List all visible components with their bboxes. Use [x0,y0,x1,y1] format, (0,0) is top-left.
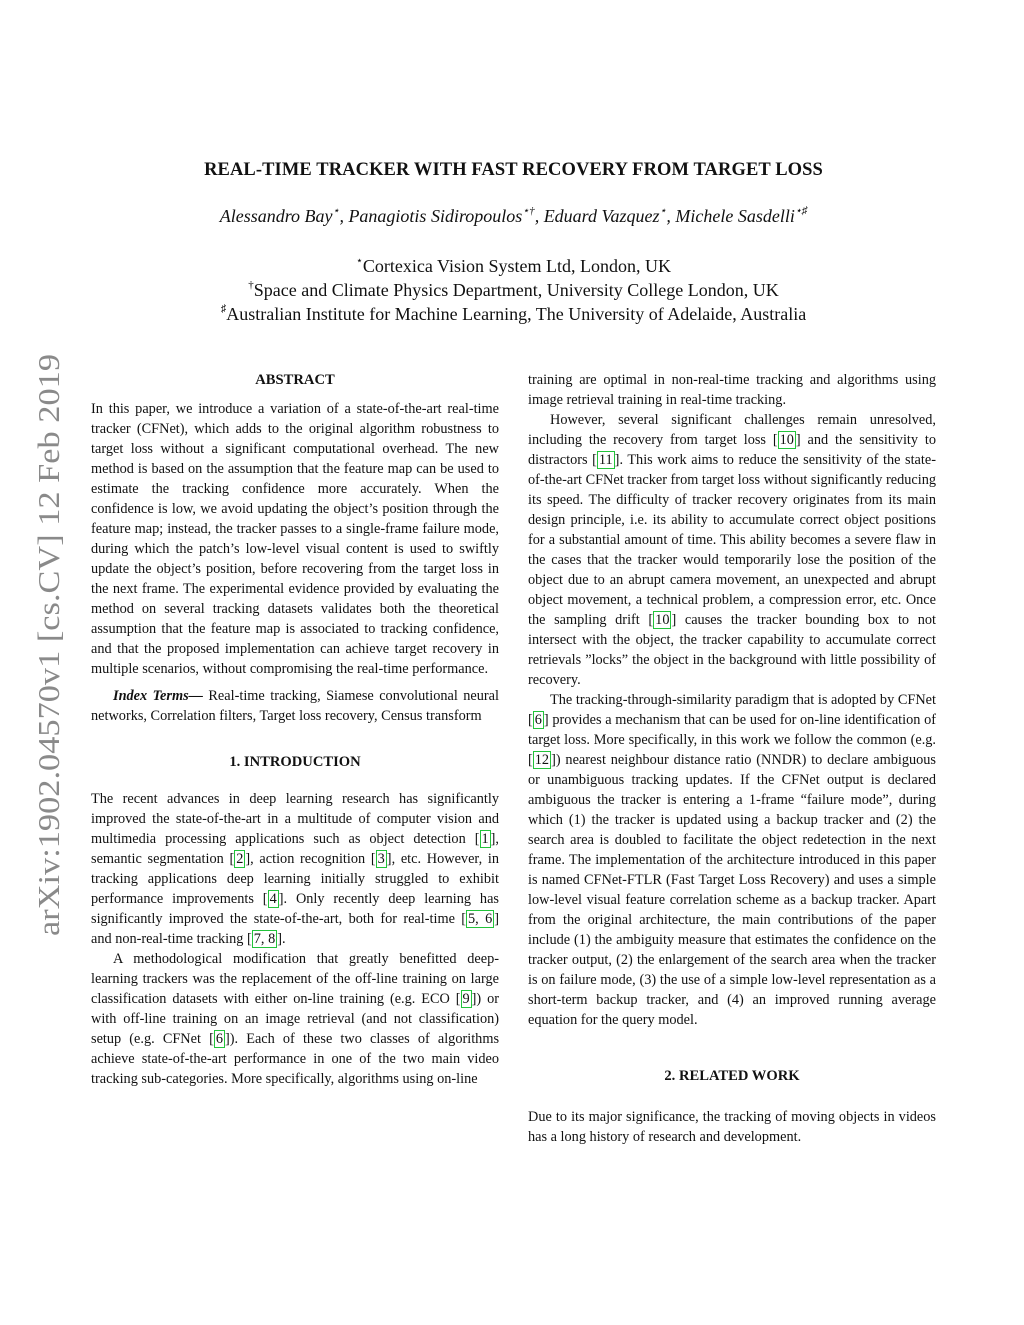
citation-link[interactable]: 12 [534,752,550,768]
related-work-heading: 2. RELATED WORK [664,1068,800,1084]
affiliation [92,302,935,326]
citation-link[interactable]: 11 [598,452,613,468]
citation-link[interactable]: 4 [269,891,277,907]
text-run: The recent advances in deep learning research has significantly improved the state-of-the-art in a multitude of computer vision and multimedia processing applications such as object detection [91,791,499,847]
affiliation-mark: ⋆ [356,255,363,267]
abstract-text: In this paper, we introduce a variation of a state-of-the-art real-time tracker (CFNet), which adds to the original algorithm robustness to target loss without a significant computational overhead. The new method is based on the assumption that the feature map can be used to estimate the tracking confidence more accurately. When the confidence is low, we avoid updating the object’s position through the feature map; instead, the tracker passes to a single-frame failure mode, during which the patch’s low-level visual content is used to swiftly update the object’s position, before recovering from the target loss in the next frame. The experimental evidence provided by evaluating the method on several tracking datasets validates both the theoretical assumption that the feature map is associated to tracking confidence, and that the proposed implementation can achieve target recovery in multiple scenarios, without compromising the real-time performance. [91,401,499,677]
author-name: Eduard Vazquez [543,206,660,226]
author-name: Panagiotis Sidiropoulos [348,206,523,226]
affiliation [92,254,935,278]
text-run: However, several significant challenges remain unresolved, including the recovery from target loss [528,412,936,448]
citation-link[interactable]: 6 [215,1031,223,1047]
intro-paragraph-3: training are optimal in non-real-time tracking and algorithms using image retrieval training in real-time tracking. [528,372,936,408]
index-terms-text: Real-time tracking, Siamese convolutional neural networks, Correlation filters, Target loss recovery, Census transform [91,688,499,724]
abstract-heading: ABSTRACT [255,372,335,388]
affiliations [92,254,935,326]
author-separator: , [534,206,544,226]
paper-title: REAL-TIME TRACKER WITH FAST RECOVERY FROM TARGET LOSS [204,160,823,180]
author-mark: ⋆♯ [794,205,808,217]
text-run: . This work aims to reduce the sensitivity of the state-of-the-art CFNet tracker from target loss without significantly reducing its speed. The difficulty of tracker recovery originates from its main design principle, i.e. its ability to accumulate correct object positions for a substantial amount of time. This ability becomes a severe flaw in the cases that the tracker would temporarily lose the position of the object due to an abrupt camera movement, an unexpected and abrupt object movement, a technical problem, a compression error, etc. Once the sampling drift [528,452,936,628]
arxiv-stamp [28,350,68,940]
text-run: , etc. However, in tracking applications deep learning initially struggled to exhibit performance improvements [91,851,499,907]
citation-link[interactable]: 10 [779,432,794,448]
author-list [92,206,935,227]
author-separator: , [339,206,349,226]
index-terms [91,686,499,726]
related-work-paragraph: Due to its major significance, the tracking of moving objects in videos has a long history of research and development. [528,1109,936,1145]
author-name: Michele Sasdelli [675,206,795,226]
text-run: and the sensitivity to distractors [528,432,936,468]
author-separator: , [666,206,676,226]
intro-paragraph-2: A methodological modification that greatly benefitted deep-learning trackers was the replacement of the off-line training on large classification datasets with either on-line training (e.g. ECO [ 9 ]) or with off-line training on an image retrieval (and not classification) setup (e.g. CFNet [ 6 ]). Each of these two classes of algorithms achieve state-of-the-art performance in one of the two main video tracking sub-categories. More specifically, algorithms using on-line [91,951,500,1087]
intro-heading: 1. INTRODUCTION [229,754,361,770]
text-run: ) nearest neighbour distance ratio (NNDR) to declare ambiguous or unambiguous tracking updates. If the CFNet output is declared ambiguous the tracker is entering a 1-frame “failure mode”, during which (1) the tracker is updated using a backup tracker and (2) the search area is doubled to facilitate the object redetection in the next frame. The implementation of the architecture introduced in this paper is named CFNet-FTLR (Fast Target Loss Recovery) and uses a simple low-level visual feature correlation scheme as a backup tracker. Apart from the original architecture, the main contributions of the paper include (1) the ambiguity measure that estimates the confidence on the tracker output, (2) the enlargement of the search area when the tracker is on failure mode, (3) the use of a simple low-level representation as a short-term backup tracker, and (4) an improved running average equation for the query model. [528,752,936,1028]
index-terms-label: Index Terms— [113,688,203,704]
arxiv-stamp-text: arXiv:1902.04570v1 [cs.CV] 12 Feb 2019 [31,410,66,936]
text-run: A methodological modification that greatly benefitted deep-learning trackers was the replacement of the off-line training on large classification datasets with either on-line training (e.g. ECO [91,951,499,1007]
text-run: , action recognition [250,851,371,867]
citation-link[interactable]: 6 [534,712,542,728]
text-run: provides a mechanism that can be used for on-line identification of target loss. More specifically, in this work we follow the common (e.g. [528,712,936,748]
text-run: . [282,931,286,947]
affiliation-text: Australian Institute for Machine Learning, The University of Adelaide, Australia [226,304,807,324]
text-run: The tracking-through-similarity paradigm that is adopted by CFNet [550,692,936,708]
author-mark: ⋆ [332,205,340,217]
text-run: ). Each of these two classes of algorithms achieve state-of-the-art performance in one of the two main video tracking sub-categories. More specifically, algorithms using on-line [91,1031,500,1087]
affiliation-text: Space and Climate Physics Department, University College London, UK [253,280,779,300]
author-mark: ⋆† [522,205,535,217]
citation-link[interactable]: 10 [655,612,670,628]
author-mark: ⋆ [659,205,667,217]
text-run: causes the tracker bounding box to not intersect with the object, the tracker capability to accumulate correct retrievals ”locks” the object in the background with little possibility of recovery. [528,612,936,688]
affiliation-mark: † [248,279,254,291]
intro-paragraph-4: However, several significant challenges remain unresolved, including the recovery from target loss [ 10 ] and the sensitivity to distractors [ 11 ]. This work aims to reduce the sensitivity of the state-of-the-art CFNet tracker from target loss without significantly reducing its speed. The difficulty of tracker recovery originates from its main design principle, i.e. its ability to accumulate correct object positions for a substantial amount of time. This ability becomes a severe flaw in the cases that the tracker would temporarily lose the position of the object due to an abrupt camera movement, an unexpected and abrupt object movement, a technical problem, a compression error, etc. Once the sampling drift [ 10 ] causes the tracker bounding box to not intersect with the object, the tracker capability to accumulate correct retrievals ”locks” the object in the background with little possibility of recovery. [528,412,936,688]
affiliation [92,278,935,302]
intro-paragraph-5: The tracking-through-similarity paradigm that is adopted by CFNet [ 6 ] provides a mechanism that can be used for on-line identification of target loss. More specifically, in this work we follow the common (e.g. [ 12 ]) nearest neighbour distance ratio (NNDR) to declare ambiguous or unambiguous tracking updates. If the CFNet output is declared ambiguous the tracker is entering a 1-frame “failure mode”, during which (1) the tracker is updated using a backup tracker and (2) the search area is doubled to facilitate the object redetection in the next frame. The implementation of the architecture introduced in this paper is named CFNet-FTLR (Fast Target Loss Recovery) and uses a simple low-level visual feature correlation scheme as a backup tracker. Apart from the original architecture, the main contributions of the paper include (1) the ambiguity measure that estimates the confidence on the tracker output, (2) the enlargement of the search area when the tracker is on failure mode, (3) the use of a simple low-level representation as a short-term backup tracker, and (4) an improved running average equation for the query model. [528,692,936,1028]
text-run: and non-real-time tracking [91,931,248,947]
citation-link[interactable]: 7, 8 [253,931,276,947]
citation-link[interactable]: 1 [481,831,489,847]
citation-link[interactable]: 5, 6 [468,911,493,927]
intro-paragraph-1: The recent advances in deep learning research has significantly improved the state-of-the-art in a multitude of computer vision and multimedia processing applications such as object detection [ 1 ], semantic segmentation [ 2 ], action recognition [ 3 ], etc. However, in tracking applications deep learning initially struggled to exhibit performance improvements [ 4 ]. Only recently deep learning has significantly improved the state-of-the-art, both for real-time [ 5, 6 ] and non-real-time tracking [ 7, 8 ]. [91,791,499,947]
citation-link[interactable]: 2 [236,851,244,867]
text-run: , semantic segmentation [91,831,499,867]
text-run: ) or with off-line training on an image retrieval (and not classification) setup (e.g. CFNet [91,991,499,1047]
affiliation-text: Cortexica Vision System Ltd, London, UK [362,256,671,276]
citation-link[interactable]: 3 [377,851,385,867]
affiliation-mark: ♯ [220,303,227,315]
author-name: Alessandro Bay [219,206,333,226]
text-run: . Only recently deep learning has significantly improved the state-of-the-art, both for real-time [91,891,499,927]
right-column [528,370,936,1147]
left-column [91,370,499,1089]
citation-link[interactable]: 9 [462,991,470,1007]
